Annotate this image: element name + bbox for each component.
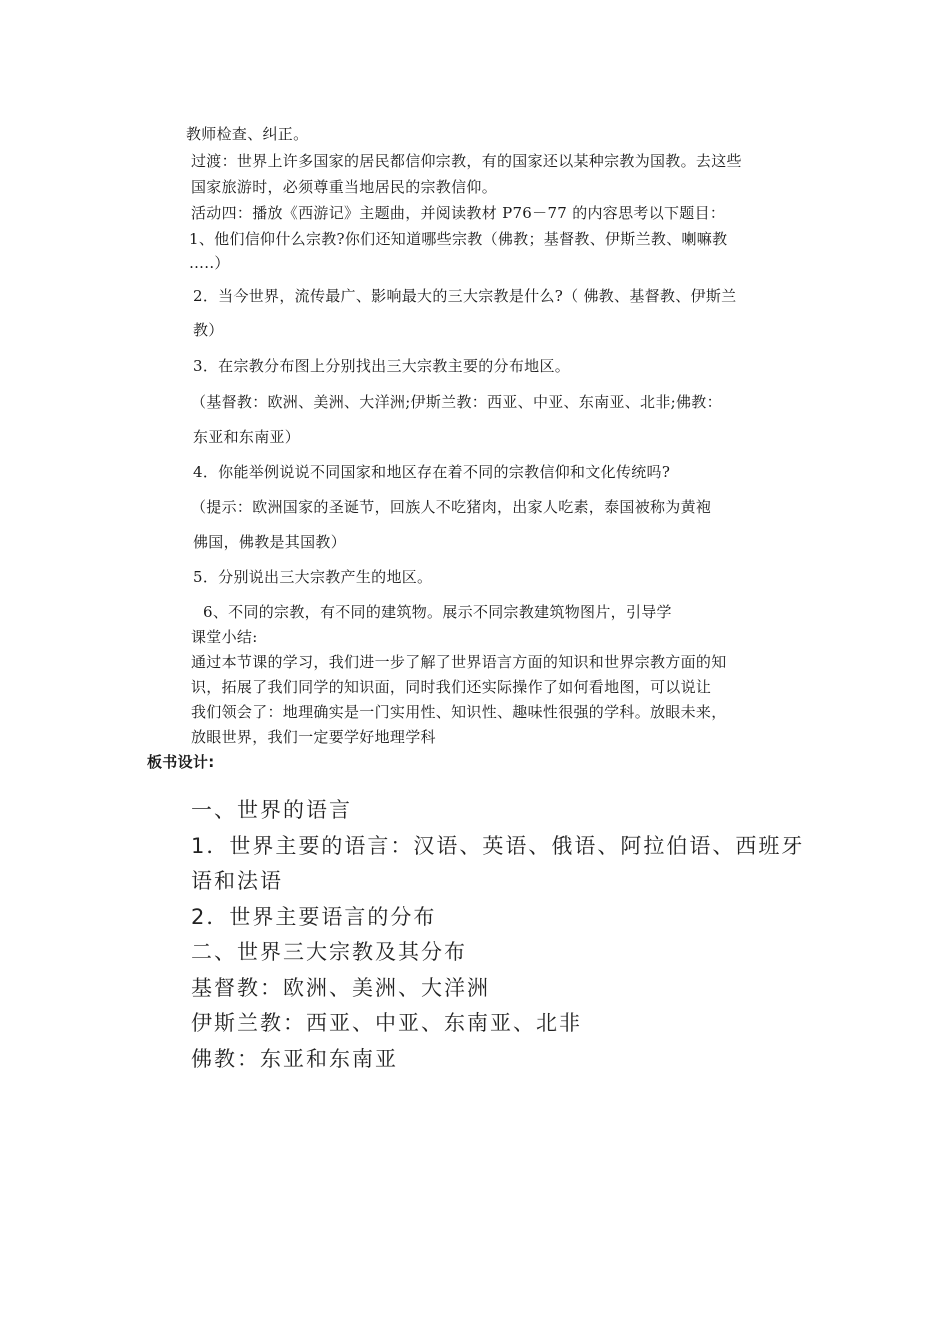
text-line: 东亚和东南亚） (193, 428, 301, 446)
text-line: 过渡：世界上许多国家的居民都信仰宗教，有的国家还以某种宗教为国教。去这些 (191, 152, 742, 170)
board-line: 语和法语 (191, 869, 283, 893)
text-line: 教师检查、纠正。 (186, 125, 309, 143)
text-line: 通过本节课的学习，我们进一步了解了世界语言方面的知识和世界宗教方面的知 (191, 653, 727, 671)
text-line: 放眼世界，我们一定要学好地理学科 (191, 728, 436, 746)
board-line: 伊斯兰教：西亚、中亚、东南亚、北非 (191, 1011, 582, 1035)
text-line: 6、不同的宗教，有不同的建筑物。展示不同宗教建筑物图片，引导学 (203, 603, 672, 621)
text-line: 课堂小结: (191, 628, 258, 646)
text-line: 4．你能举例说说不同国家和地区存在着不同的宗教信仰和文化传统吗? (193, 463, 671, 481)
board-line: 二、世界三大宗教及其分布 (191, 940, 467, 964)
text-line: （基督教：欧洲、美洲、大洋洲;伊斯兰教：西亚、中亚、东南亚、北非;佛教： (191, 393, 722, 411)
board-line: 佛教：东亚和东南亚 (191, 1047, 398, 1071)
board-line: 2．世界主要语言的分布 (191, 905, 437, 929)
text-line: 活动四：播放《西游记》主题曲，并阅读教材 P76－77 的内容思考以下题目： (191, 204, 726, 222)
board-line: 1．世界主要的语言：汉语、英语、俄语、阿拉伯语、西班牙 (191, 834, 805, 858)
text-line: 我们领会了：地理确实是一门实用性、知识性、趣味性很强的学科。放眼未来， (191, 703, 727, 721)
text-line: 5．分别说出三大宗教产生的地区。 (193, 568, 433, 586)
text-line: （提示：欧洲国家的圣诞节，回族人不吃猪肉，出家人吃素，泰国被称为黄袍 (191, 498, 712, 516)
text-line: 3．在宗教分布图上分别找出三大宗教主要的分布地区。 (193, 357, 571, 375)
text-line: 识，拓展了我们同学的知识面，同时我们还实际操作了如何看地图，可以说让 (191, 678, 712, 696)
board-line: 基督教：欧洲、美洲、大洋洲 (191, 976, 490, 1000)
board-line: 一、世界的语言 (191, 798, 352, 822)
text-line: 佛国，佛教是其国教） (193, 533, 347, 551)
text-line: …..） (189, 254, 230, 272)
text-line: 1、他们信仰什么宗教?你们还知道哪些宗教（佛教；基督教、伊斯兰教、喇嘛教 (189, 230, 728, 248)
text-line: 国家旅游时，必须尊重当地居民的宗教信仰。 (191, 178, 498, 196)
text-line: 2．当今世界，流传最广、影响最大的三大宗教是什么?（ 佛教、基督教、伊斯兰 (193, 287, 737, 305)
board-design-heading: 板书设计: (147, 753, 215, 771)
text-line: 教） (193, 321, 224, 339)
